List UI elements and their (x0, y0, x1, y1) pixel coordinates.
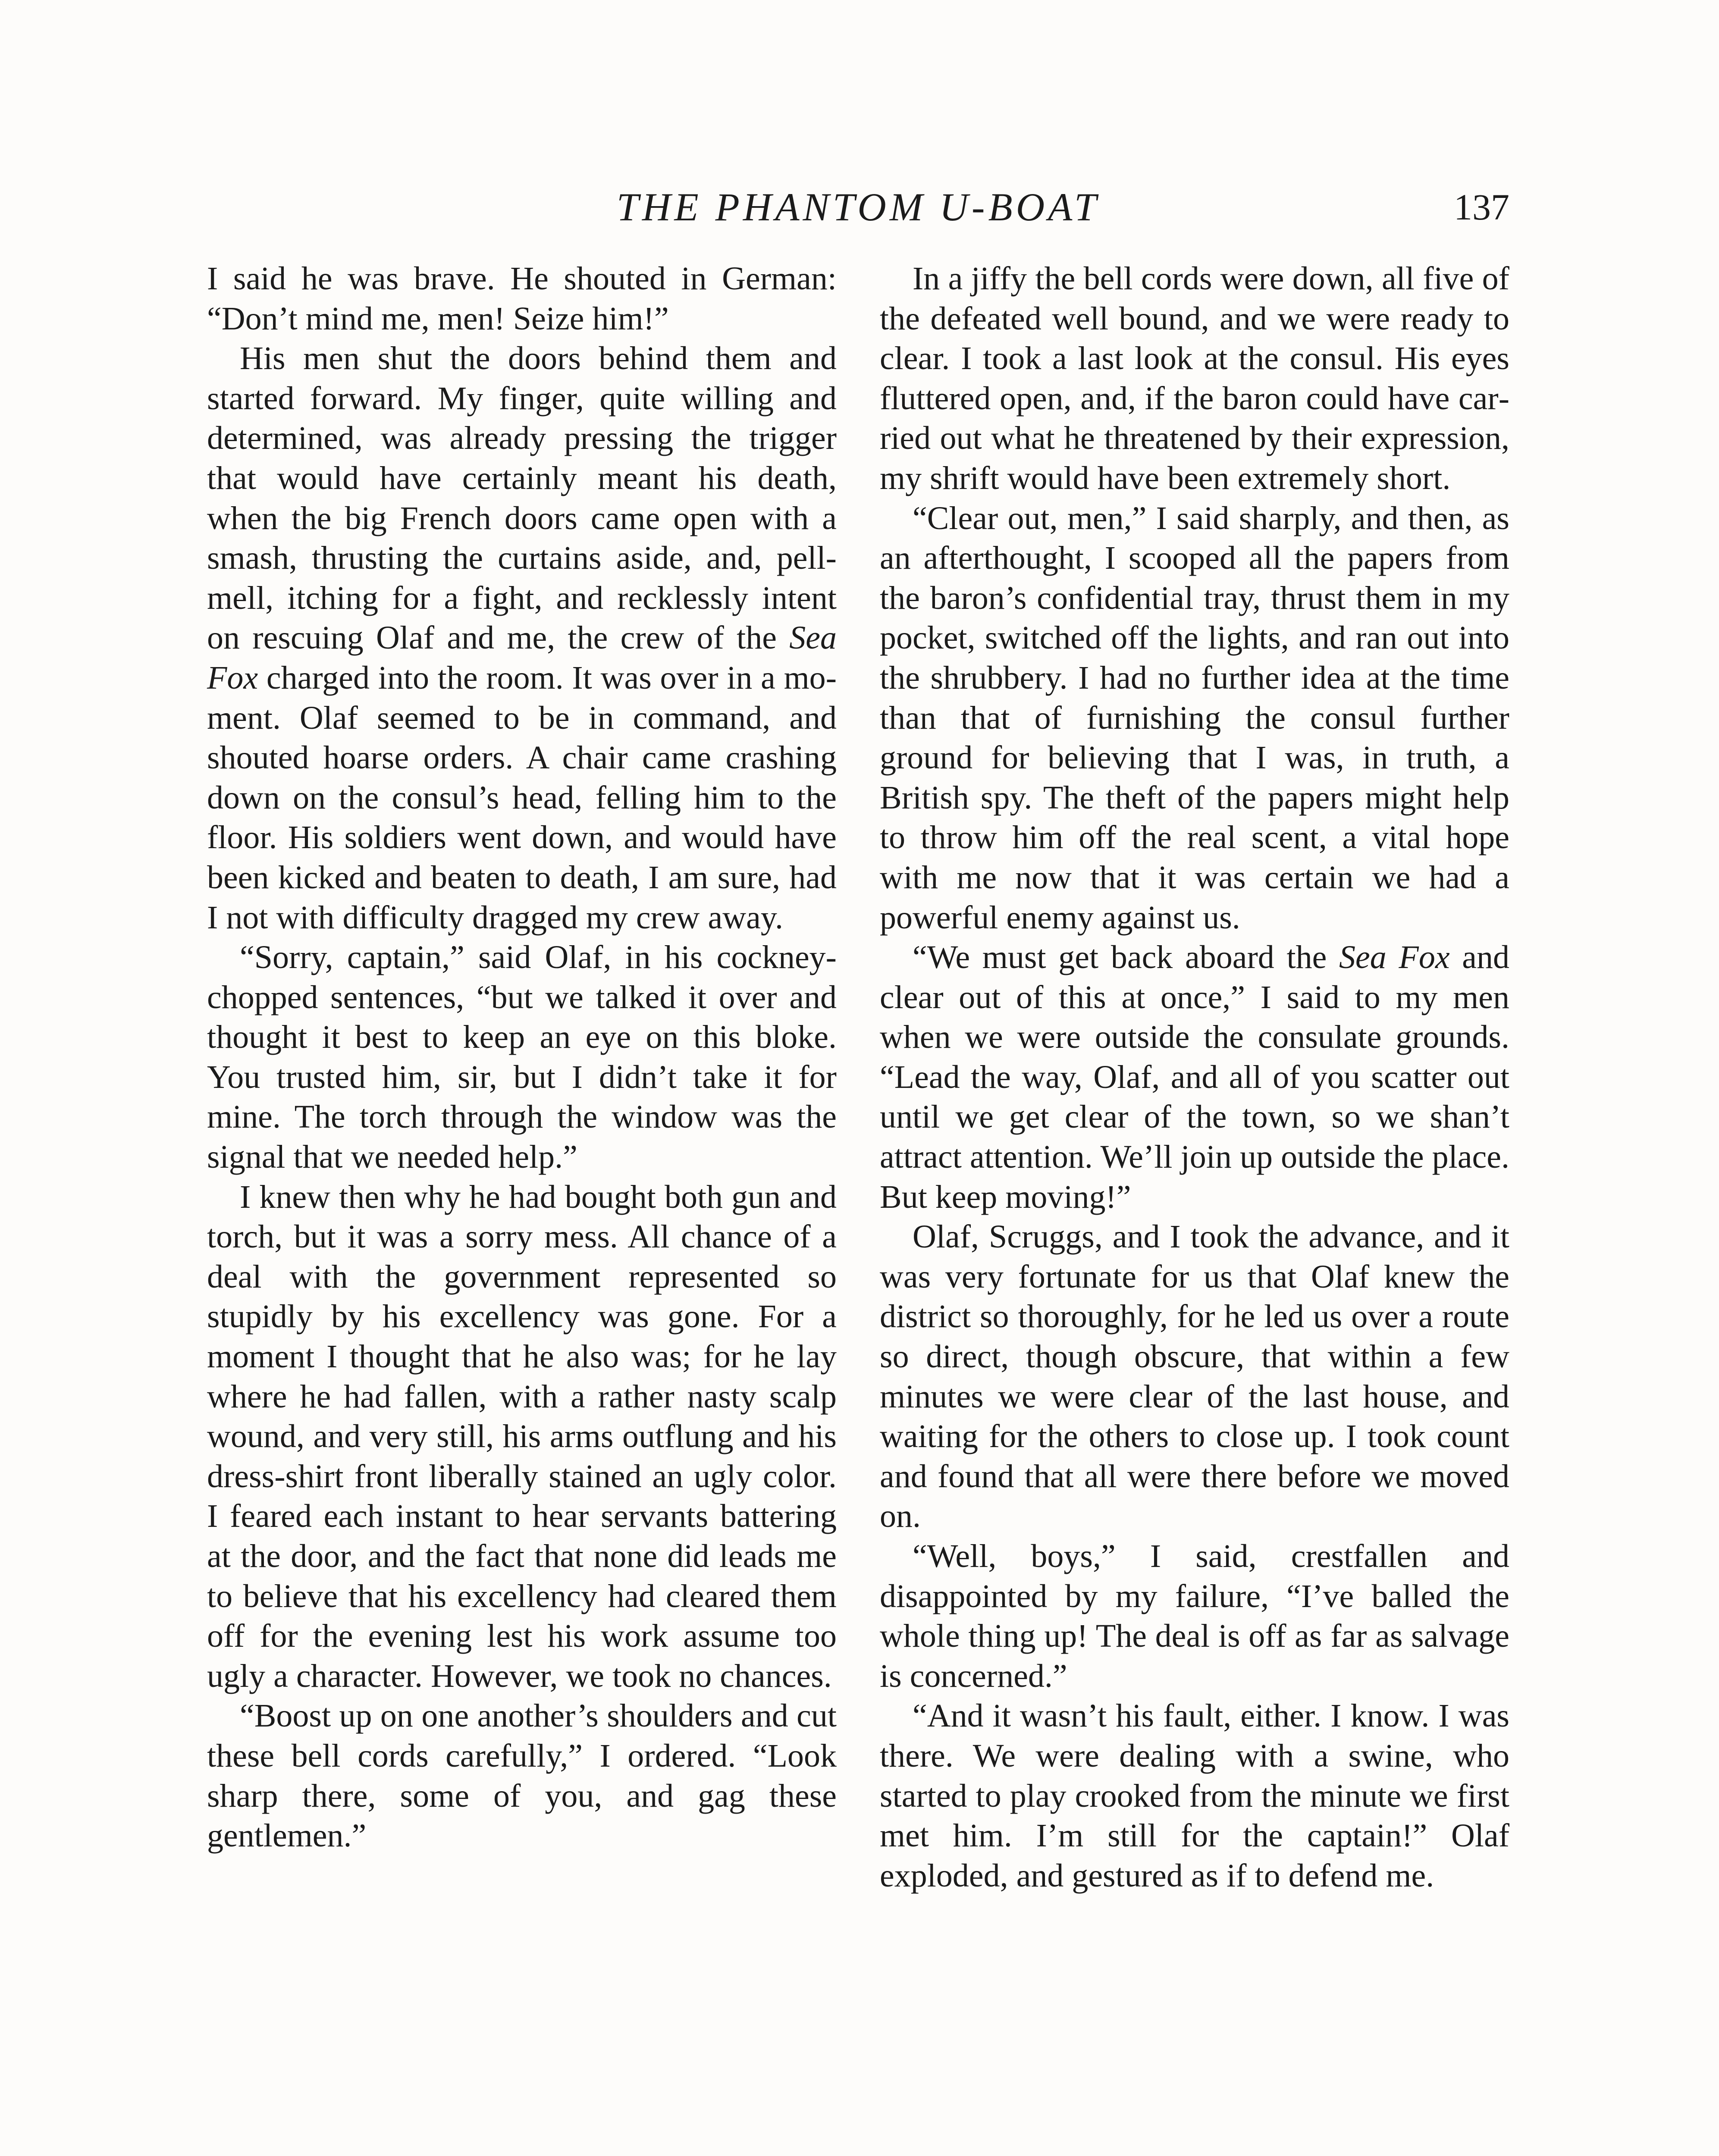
paragraph (207, 259, 837, 338)
text-run: “And it wasn’t his fault, either. I know. I was there. We were dealing with a swine, who started to play crooked from the minute we first met him. I’m still for the captain!” Olaf exploded, and gestured as if to defend me. (880, 1698, 1509, 1894)
paragraph (207, 1177, 837, 1696)
text-run: In a jiffy the bell cords were down, all five of the defeated well bound, and we were ready to clear. I took a last look at the consul. His eyes fluttered open, and, if the baron could have carried out what he threatened by their expression, my shrift would have been extremely short. (880, 260, 1509, 496)
paragraph (880, 937, 1509, 1217)
text-run: “Sorry, captain,” said Olaf, in his cockney-chopped sentences, “but we talked it over and thought it best to keep an eye on this bloke. You trusted him, sir, but I didn’t take it for mine. The torch through the window was the signal that we needed help.” (207, 939, 837, 1175)
paragraph (880, 259, 1509, 498)
text-run: charged into the room. It was over in a moment. Olaf seemed to be in command, and shouted hoarse orders. A chair came crashing down on the consul’s head, felling him to the floor. His soldiers went down, and would have been kicked and beaten to death, I am sure, had I not with difficulty dragged my crew away. (207, 659, 837, 936)
text-run: and clear out of this at once,” I said to my men when we were outside the consulate grounds. “Lead the way, Olaf, and all of you scatter out until we get clear of the town, so we shan’t attract attention. We’ll join up outside the place. But keep moving!” (880, 939, 1509, 1215)
page-header (207, 181, 1509, 233)
paragraph (207, 1696, 837, 1855)
page-number: 137 (1454, 186, 1509, 228)
ship-name-italic: Sea Fox (1339, 939, 1450, 976)
left-column (207, 259, 837, 1856)
paragraph (880, 498, 1509, 938)
paragraph (207, 937, 837, 1177)
text-run: I knew then why he had bought both gun and torch, but it was a sorry mess. All chance of a deal with the government represented so stupidly by his excellency was gone. For a moment I thought that he also was; for he lay where he had fallen, with a rather nasty scalp wound, and very still, his arms outflung and his dress-shirt front liberally stained an ugly color. I feared each instant to hear servants battering at the door, and the fact that none did leads me to believe that his excellency had cleared them off for the evening lest his work assume too ugly a character. However, we took no chances. (207, 1178, 837, 1694)
text-run: “Well, boys,” I said, crestfallen and disappointed by my failure, “I’ve balled the whole thing up! The deal is off as far as salvage is concerned.” (880, 1538, 1509, 1694)
text-run: “We must get back aboard the (913, 939, 1339, 976)
text-run: His men shut the doors behind them and started forward. My finger, quite willing and determined, was already pressing the trigger that would have certainly meant his death, when the big French doors came open with a smash, thrusting the curtains aside, and, pell-mell, itching for a fight, and recklessly intent on rescuing Olaf and me, the crew of the (207, 340, 837, 656)
text-run: “Clear out, men,” I said sharply, and then, as an afterthought, I scooped all the papers from the baron’s confidential tray, thrust them in my pocket, switched off the lights, and ran out into the shrubbery. I had no further idea at the time than that of furnishing the consul further ground for believing that I was, in truth, a British spy. The theft of the papers might help to throw him off the real scent, a vital hope with me now that it was certain we had a powerful enemy against us. (880, 500, 1509, 936)
right-column (880, 259, 1509, 1896)
paragraph (207, 338, 837, 937)
running-title: THE PHANTOM U-BOAT (616, 185, 1100, 229)
text-run: I said he was brave. He shouted in German: “Don’t mind me, men! Seize him!” (207, 260, 837, 337)
text-run: “Boost up on one another’s shoulders and cut these bell cords carefully,” I ordered. “Look sharp there, some of you, and gag these gentlemen.” (207, 1698, 837, 1854)
paragraph (880, 1536, 1509, 1696)
paragraph (880, 1217, 1509, 1536)
paragraph (880, 1696, 1509, 1896)
ship-name-italic: Sea Fox (207, 620, 837, 696)
text-run: Olaf, Scruggs, and I took the advance, and it was very fortunate for us that Olaf knew the district so thoroughly, for he led us over a route so direct, though obscure, that within a few minutes we were clear of the last house, and waiting for the others to close up. I took count and found that all were there before we moved on. (880, 1219, 1509, 1535)
